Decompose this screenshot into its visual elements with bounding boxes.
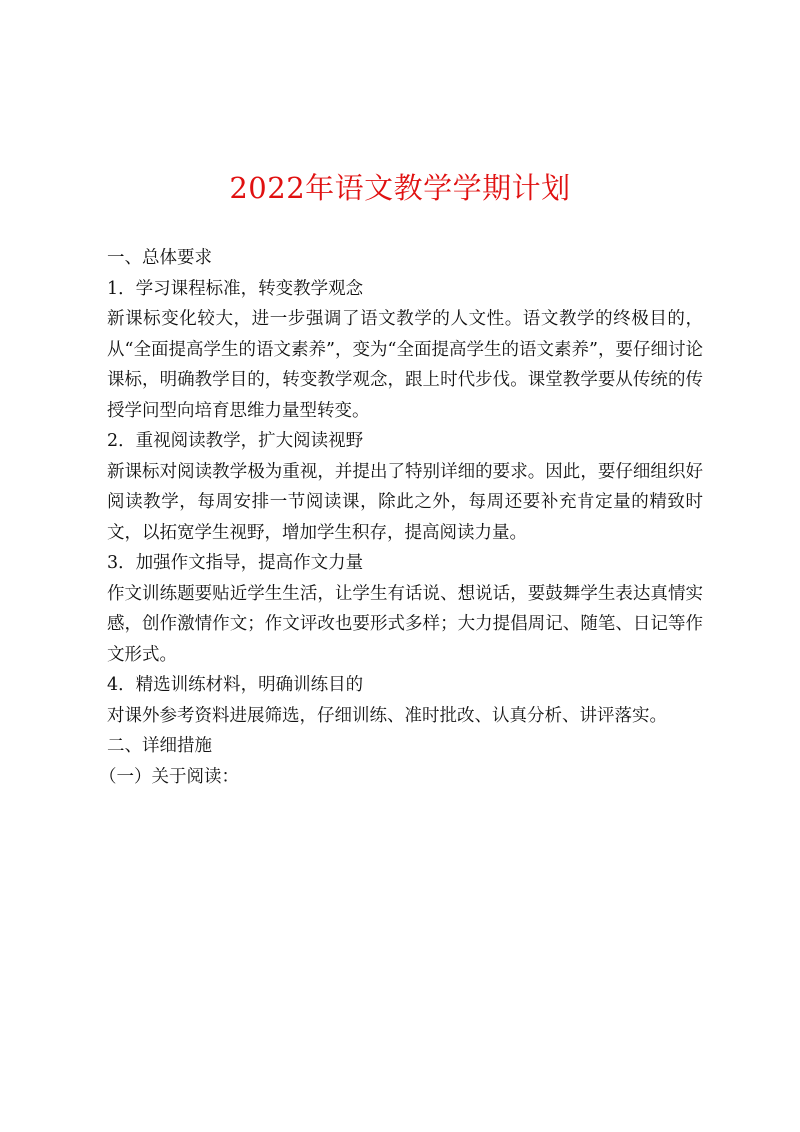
item-heading-4: 4．精选训练材料，明确训练目的 [107,675,364,695]
item-heading-2: 2．重视阅读教学，扩大阅读视野 [107,431,364,451]
paragraph-writing-guidance: 作文训练题要贴近学生生活，让学生有话说、想说话，要鼓舞学生表达真情实感，创作激情作文；作文评改也要形式多样；大力提倡周记、随笔、日记等作文形式。 [107,583,703,665]
paragraph-curriculum-standards: 新课标变化较大，进一步强调了语文教学的人文性。语文教学的终极目的，从“全面提高学生的语文素养”，变为“全面提高学生的语文素养”，要仔细讨论课标，明确教学目的，转变教学观念，跟上时代步伐。课堂教学要从传统的传授学问型向培育思维力量型转变。 [107,309,703,421]
section-heading-detailed-measures: 二、详细措施 [107,736,212,756]
subsection-heading-reading: （一）关于阅读： [99,766,239,787]
document-title: 2022年语文教学学期计划 [229,171,571,205]
paragraph-reading-teaching: 新课标对阅读教学极为重视，并提出了特别详细的要求。因此，要仔细组织好阅读教学，每周安排一节阅读课，除此之外，每周还要补充肯定量的精致时文，以拓宽学生视野，增加学生积存，提高阅读力量。 [107,461,703,543]
item-heading-1: 1．学习课程标准，转变教学观念 [107,278,364,299]
paragraph-training-materials: 对课外参考资料进展筛选，仔细训练、准时批改、认真分析、讲评落实。 [107,705,667,726]
section-heading-general-requirements: 一、总体要求 [107,248,212,268]
item-heading-3: 3．加强作文指导，提高作文力量 [107,553,364,573]
document-body [99,243,703,792]
